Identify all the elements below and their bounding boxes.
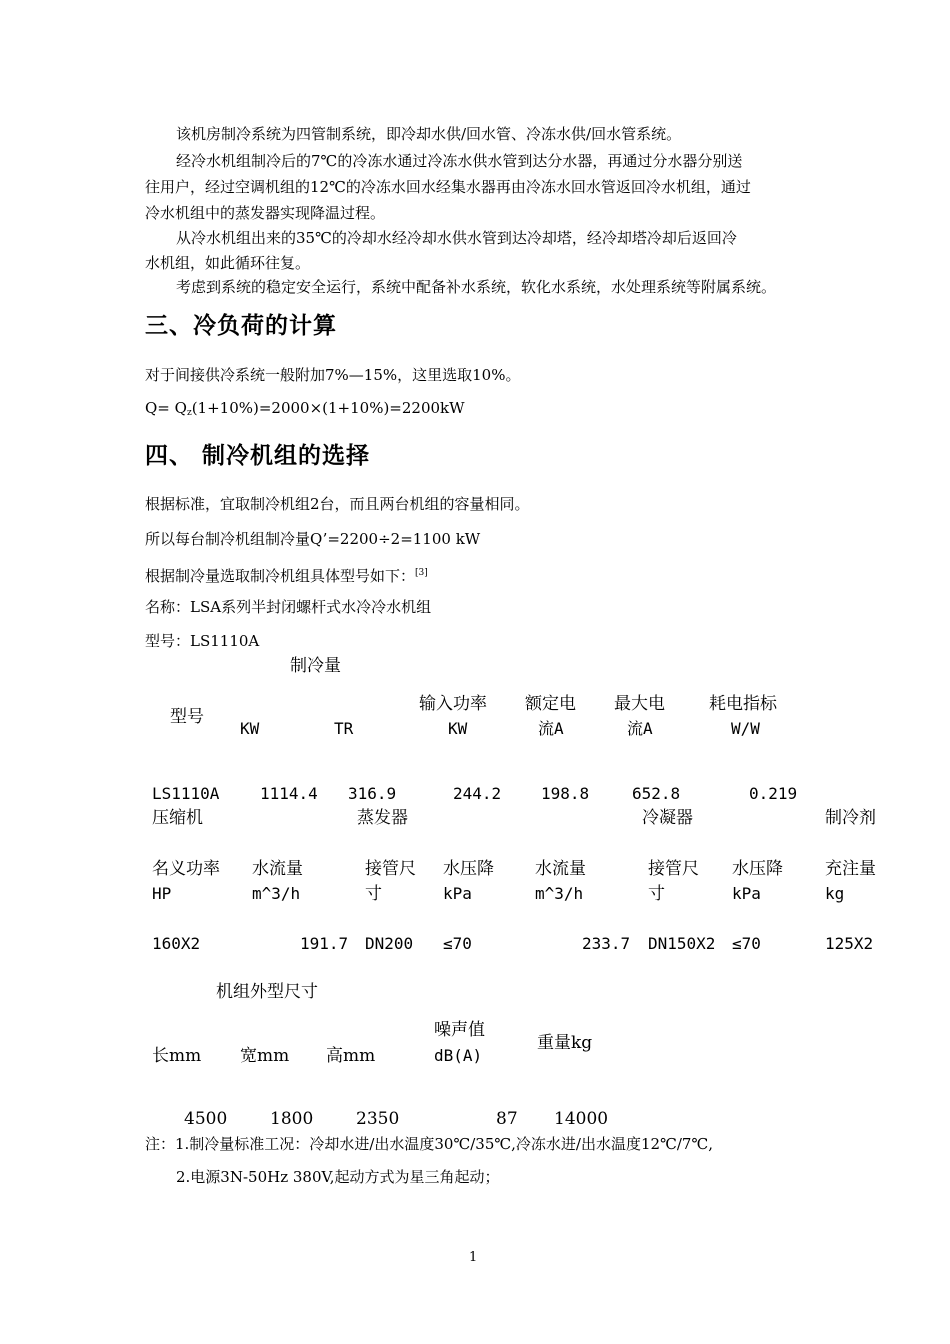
table1-cell-tr: 316.9	[348, 784, 397, 803]
table2-header-cond-pipe: 接管尺	[648, 859, 699, 879]
table1-header-kw: KW	[240, 719, 260, 738]
cooling-load-margin-text: 对于间接供冷系统一般附加7%—15%，这里选取10%。	[145, 366, 521, 384]
table2-cell-cond-pipe: DN150X2	[648, 934, 716, 953]
table3-header-width: 宽mm	[240, 1046, 290, 1066]
table2-header-evap-pipe: 接管尺	[365, 859, 416, 879]
table2-header-evap-pressure-drop: 水压降	[443, 859, 494, 879]
table1-group-cooling-capacity: 制冷量	[290, 656, 341, 676]
paragraph-cooling-water-line2: 水机组，如此循环往复。	[145, 254, 311, 272]
table3-header-length: 长mm	[152, 1046, 202, 1066]
table2-header-cond-flow-unit: m^3/h	[535, 884, 584, 903]
table3-cell-width: 1800	[270, 1109, 314, 1129]
table1-header-rated-current: 额定电	[525, 694, 576, 714]
paragraph-system-overview: 该机房制冷系统为四管制系统，即冷却水供/回水管、冷冻水供/回水管系统。	[176, 125, 682, 143]
table3-cell-height: 2350	[356, 1109, 400, 1129]
table3-header-weight: 重量kg	[537, 1033, 593, 1053]
table2-group-condenser: 冷凝器	[642, 808, 693, 828]
table2-group-refrigerant: 制冷剂	[825, 808, 876, 828]
model-intro-text: 根据制冷量选取制冷机组具体型号如下：	[145, 567, 416, 585]
table3-header-noise: 噪声值	[434, 1020, 485, 1040]
paragraph-auxiliary-systems: 考虑到系统的稳定安全运行，系统中配备补水系统，软化水系统，水处理系统等附属系统。	[176, 278, 777, 296]
table3-cell-length: 4500	[184, 1109, 228, 1129]
section-heading-chiller-selection: 四、 制冷机组的选择	[145, 442, 371, 469]
table2-cell-evap-pipe: DN200	[365, 934, 414, 953]
paragraph-chilled-water-line1: 经冷水机组制冷后的7℃的冷冻水通过冷冻水供水管到达分水器，再通过分水器分别送	[176, 152, 743, 170]
table1-header-input-power-unit: KW	[448, 719, 468, 738]
table1-header-tr: TR	[334, 719, 354, 738]
table1-header-power-index-unit: W/W	[731, 719, 760, 738]
table1-cell-model: LS1110A	[152, 784, 220, 803]
table1-cell-rated-current: 198.8	[541, 784, 590, 803]
formula-prefix: Q= Q	[145, 399, 187, 417]
paragraph-chilled-water-line2: 往用户，经过空调机组的12℃的冷冻水回水经集水器再由冷冻水回水管返回冷水机组，通过	[145, 178, 751, 196]
table2-header-cond-pipe-unit: 寸	[648, 884, 665, 904]
table3-header-noise-unit: dB(A)	[434, 1046, 483, 1065]
table1-cell-power-index: 0.219	[749, 784, 798, 803]
table2-group-evaporator: 蒸发器	[357, 808, 408, 828]
table1-cell-input-power: 244.2	[453, 784, 502, 803]
table1-header-rated-current-unit: 流A	[538, 719, 564, 738]
table2-cell-evap-flow: 191.7	[300, 934, 349, 953]
paragraph-chilled-water-line3: 冷水机组中的蒸发器实现降温过程。	[145, 204, 386, 222]
cooling-load-formula	[145, 398, 465, 423]
table2-cell-cond-pressure-drop: ≤70	[732, 934, 761, 953]
table2-header-cond-pressure-drop-unit: kPa	[732, 884, 761, 903]
table1-header-model: 型号	[170, 707, 204, 727]
formula-body: (1+10%)=2000×(1+10%)=2200kW	[191, 399, 465, 417]
chiller-capacity-text: 所以每台制冷机组制冷量Q’=2200÷2=1100 kW	[145, 530, 481, 548]
table3-cell-noise: 87	[496, 1109, 518, 1129]
table1-header-power-index: 耗电指标	[709, 694, 777, 714]
table2-header-charge: 充注量	[825, 859, 876, 879]
table1-cell-kw: 1114.4	[260, 784, 318, 803]
table2-cell-nominal-power: 160X2	[152, 934, 201, 953]
chiller-name: 名称：LSA系列半封闭螺杆式水冷冷水机组	[145, 598, 432, 616]
section-heading-cooling-load: 三、冷负荷的计算	[145, 312, 337, 339]
table2-header-nominal-power-unit: HP	[152, 884, 172, 903]
table1-cell-max-current: 652.8	[632, 784, 681, 803]
table2-header-cond-pressure-drop: 水压降	[732, 859, 783, 879]
table1-header-input-power: 输入功率	[419, 694, 487, 714]
table2-group-compressor: 压缩机	[152, 808, 203, 828]
chiller-model: 型号：LS1110A	[145, 632, 260, 650]
note-power-supply: 2.电源3N-50Hz 380V,起动方式为星三角起动；	[176, 1168, 500, 1186]
reference-marker: [3]	[415, 568, 428, 578]
table2-cell-charge: 125X2	[825, 934, 874, 953]
table1-header-max-current-unit: 流A	[627, 719, 653, 738]
table3-group-dimensions: 机组外型尺寸	[216, 982, 318, 1002]
table2-header-evap-flow-unit: m^3/h	[252, 884, 301, 903]
paragraph-cooling-water-line1: 从冷水机组出来的35℃的冷却水经冷却水供水管到达冷却塔，经冷却塔冷却后返回冷	[176, 229, 737, 247]
formula-subscript: z	[186, 408, 192, 418]
table3-header-height: 高mm	[326, 1046, 376, 1066]
table2-header-cond-flow: 水流量	[535, 859, 586, 879]
table3-cell-weight: 14000	[554, 1109, 609, 1129]
table2-cell-evap-pressure-drop: ≤70	[443, 934, 472, 953]
table2-header-charge-unit: kg	[825, 884, 845, 903]
table2-header-evap-pipe-unit: 寸	[365, 884, 382, 904]
table2-header-evap-flow: 水流量	[252, 859, 303, 879]
page-number: 1	[469, 1250, 478, 1265]
table2-header-nominal-power: 名义功率	[152, 859, 220, 879]
note-rating-conditions: 注：1.制冷量标准工况：冷却水进/出水温度30℃/35℃,冷冻水进/出水温度12℃/7℃,	[145, 1135, 713, 1153]
table1-header-max-current: 最大电	[614, 694, 665, 714]
table2-cell-cond-flow: 233.7	[582, 934, 631, 953]
chiller-count-text: 根据标准，宜取制冷机组2台，而且两台机组的容量相同。	[145, 495, 530, 513]
table2-header-evap-pressure-drop-unit: kPa	[443, 884, 472, 903]
chiller-model-intro	[145, 563, 428, 586]
